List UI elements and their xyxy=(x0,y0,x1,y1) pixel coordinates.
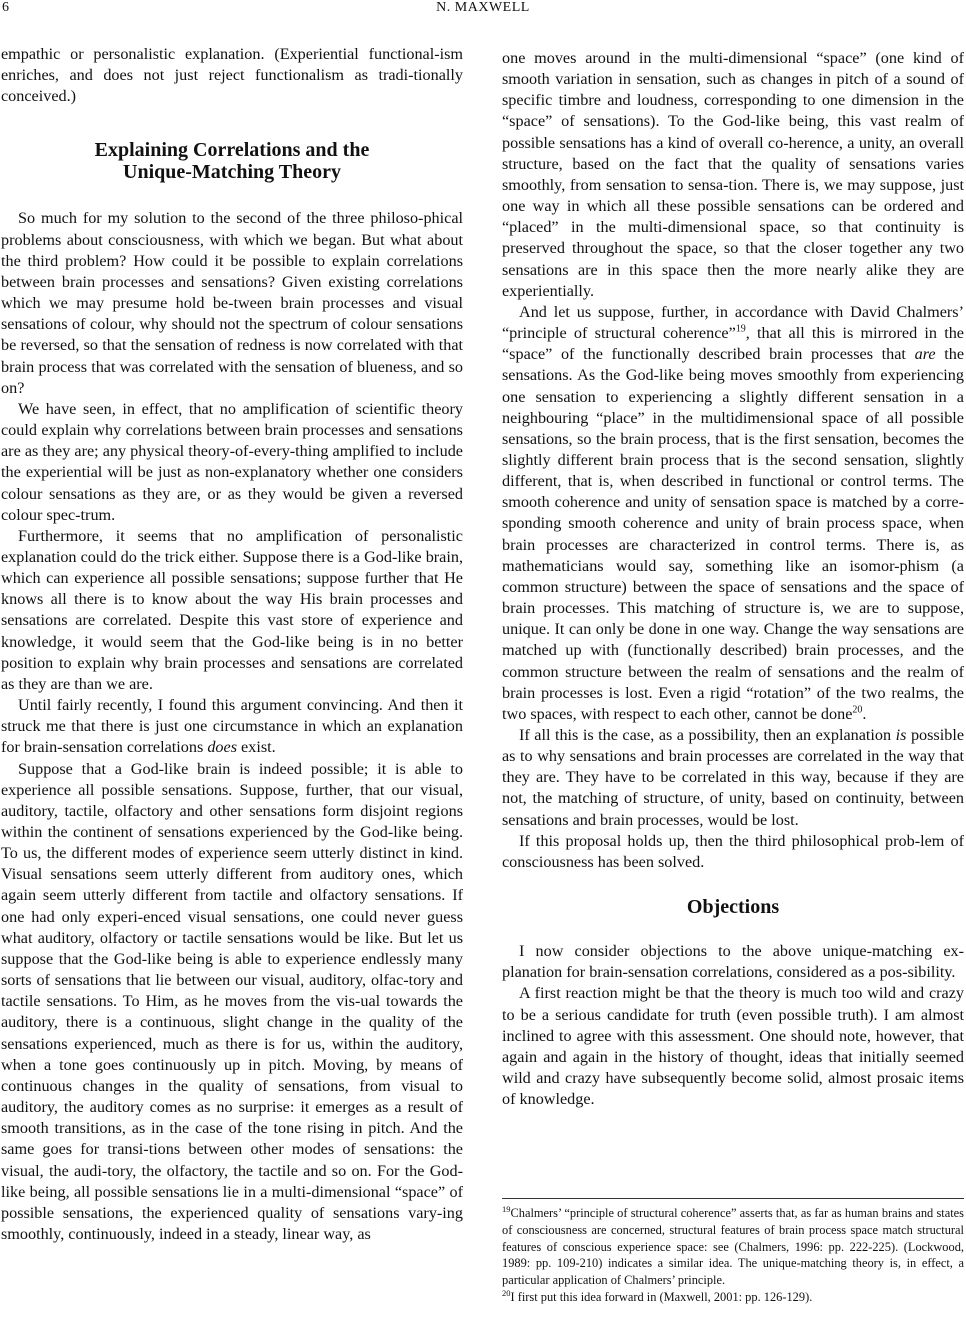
paragraph xyxy=(502,725,964,831)
text-run: exist. xyxy=(241,738,276,757)
heading-line: Unique-Matching Theory xyxy=(123,161,341,184)
footnote-ref-19[interactable]: 19 xyxy=(735,323,746,335)
emphasis: does xyxy=(207,738,237,757)
right-column xyxy=(502,48,964,1110)
paragraph: empathic or personalistic explanation. (Experiential functional-ism enriches, and does not just reject functionalism as tradi-tionally conceived.) xyxy=(1,45,463,106)
heading-line: Explaining Correlations and the xyxy=(94,139,370,162)
footnote-20 xyxy=(502,1289,964,1306)
text-run: If all this is the case, as a possibility, then an explanation xyxy=(519,726,892,744)
text-run: the sensations. As the God-like being moves smoothly from experiencing one sensation to experiencing a slightly different sensation in a neighbouring “place” in the multidimensional space of all possible sensations, so the brain process, that is the first sensation, becomes the slightly different brain process that is the second sensation, slightly different, that is, when described in functional or control terms. The smooth coherence and unity of sensation space is matched by a corre-sponding smooth coherence and unity of brain process space, when brain processes are characterized in control terms. There is, as mathematicians would say, something like an isomor-phism (a common structure) between the space of sensations and the space of brain processes. This matching of structure is, we are to suppose, unique. It can only be done in one way. Change the way sensations are matched up with (functionally described) brain processes, and the common structure between the realm of sensations and the realm of brain processes is lost. Even a rigid “rotation” of the two realms, the two spaces, with respect to each other, cannot be done xyxy=(502,345,965,723)
paragraph xyxy=(502,302,964,725)
page-number: 6 xyxy=(2,0,9,15)
footnote-19 xyxy=(502,1205,964,1289)
paragraph: If this proposal holds up, then the third philosophical prob-lem of consciousness has been solved. xyxy=(502,831,964,871)
paragraph: Suppose that a God-like brain is indeed possible; it is able to experience all possible sensations. Suppose, further, that our visual, auditory, tactile, olfactory and other sensations form disjoint regions within the continent of sensations experienced by the God-like being. To us, the different modes of experience seem utterly distinct in kind. Visual sensations seem utterly different from auditory ones, which again seem utterly different from tactile and olfactory sensations. If one had only experi-enced visual sensations, one could never guess what auditory, olfactory or tactile sensations would be like. But let us suppose that the God-like being is able to experience endlessly many sorts of sensations that lie between our visual, auditory, olfac-tory and tactile sensations. To Him, as he moves from the vis-ual towards the auditory, there is a continuous, slight change in the quality of the sensations experienced, much as there is for us, within the auditory, when a tone goes continuously up in pitch. Moving, by means of continuous changes in the quality of sensations, from visual to auditory, the auditory comes as no surprise: it emerges as a result of smooth transitions, as in the case of the tone rising in pitch. And the same goes for transi-tions between other modes of sensations: the visual, the audi-tory, the olfactory, the tactile and so on. For the God-like being, all possible sensations lie in a multi-dimensional “space” of possible sensations, the experienced quality of sensations vary-ing smoothly, continuously, indeed in a steady, linear way, as xyxy=(1,759,463,1243)
text-run: possible as to why sensations and brain processes are correlated in the way that they are. They have to be correlated in this way, because if they are not, the matching of structure, of unity, based on continuity, between sensations and brain processes, would be lost. xyxy=(502,726,964,829)
footnote-number: 19 xyxy=(502,1203,511,1214)
paragraph: So much for my solution to the second of the three philoso-phical problems about consciousness, with which we began. But what about the third problem? How could it be possible to explain correlations between brain processes and sensations? Given existing correlations which we may presume hold be-tween brain processes and visual sensations of colour, why should not the spectrum of colour sensations be reversed, so that the sensation of redness is now correlated with that brain process that was correlated with the sensation of blueness, and so on? xyxy=(1,209,463,397)
paragraph: Furthermore, it seems that no amplification of personalistic explanation could do the trick either. Suppose there is a God-like brain, which can experience all possible sensations; suppose further that He knows all there is to know about the way His brain processes and sensations are correlated. Despite this vast store of experience and knowledge, it would seem that the God-like being is in no better position to explain why brain processes and sensations are correlated as they are than we are. xyxy=(1,526,463,693)
paragraph: one moves around in the multi-dimensional “space” (one kind of smooth variation in sensation, such as changes in pitch of a sound of specific timbre and loudness, corresponding to one dimension in the “space” of sensations). To the God-like being, this vast realm of possible sensations has a kind of overall co-herence, a unity, an overall structure, based on the fact that the quality of sensations varies smoothly, from sensation to sensa-tion. There is, we may suppose, just one way in which all these possible sensations can be ordered and “placed” in the multi-dimensional space, so that continuity is preserved throughout the space, so that the closer together any two sensations are in this space then the more nearly alike they are experientially. xyxy=(502,49,964,300)
emphasis: are xyxy=(914,345,936,364)
emphasis: is xyxy=(895,726,907,744)
running-author: N. MAXWELL xyxy=(436,0,530,15)
section-heading-explaining-correlations xyxy=(1,139,463,183)
section-heading-objections: Objections xyxy=(686,896,780,919)
text-run: . xyxy=(862,704,867,723)
paragraph: We have seen, in effect, that no amplification of scientific theory could explain why correlations between brain processes and sensations are as they are; any physical theory-of-every-thing amplified to include the experiential will be just as non-explanatory whether one considers colour sensations as they are, or as they would be given a reversed colour spec-trum. xyxy=(1,399,463,524)
footnote-text: I first put this idea forward in (Maxwell, 2001: pp. 126-129). xyxy=(510,1289,813,1304)
left-column xyxy=(1,44,463,1245)
footnote-text: Chalmers’ “principle of structural coherence” asserts that, as far as human brains and states of consciousness are concerned, structural features of brain process space match structural features of conscious experience space: see (Chalmers, 1996: pp. 222-225). (Lockwood, 1989: pp. 109-210) indicates a similar idea. The unique-matching theory is, in effect, a particular application of Chalmers’ principle. xyxy=(502,1206,964,1288)
footnote-ref-20[interactable]: 20 xyxy=(852,704,863,716)
text-run: And let us suppose, further, in accordance with David Chalmers’ “principle of structural coherence” xyxy=(502,302,964,343)
paragraph: I now consider objections to the above unique-matching ex-planation for brain-sensation correlations, considered as a pos-sibility. xyxy=(502,942,964,982)
paragraph: A first reaction might be that the theory is much too wild and crazy to be a serious candidate for truth (even possible truth). I am almost inclined to agree with this assessment. One should note, however, that again and again in the history of thought, ideas that initially seemed wild and crazy have subsequently become solid, almost prosaic items of knowledge. xyxy=(502,984,964,1109)
running-header xyxy=(0,0,966,22)
text-run: , that all this is mirrored in the “space” of the functionally described brain processes that xyxy=(502,324,964,364)
footnotes xyxy=(502,1198,964,1306)
text-run: Until fairly recently, I found this argument convincing. And then it struck me that there is just one circumstance in which an explanation for brain-sensation correlations xyxy=(1,696,463,757)
footnote-number: 20 xyxy=(502,1287,511,1298)
paragraph xyxy=(1,695,463,758)
